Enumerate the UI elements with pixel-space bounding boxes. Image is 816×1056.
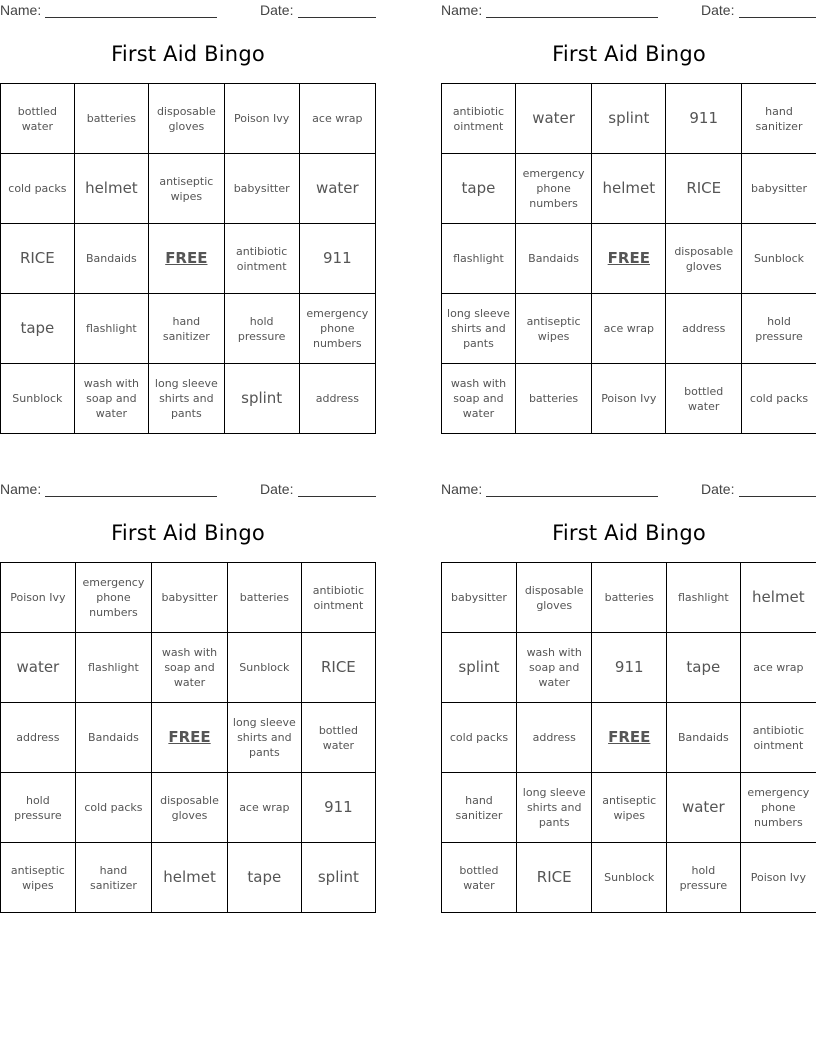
- bingo-cell[interactable]: batteries: [592, 563, 666, 633]
- bingo-cell[interactable]: ace wrap: [592, 294, 666, 364]
- bingo-cell[interactable]: emergency phone numbers: [740, 773, 816, 843]
- bingo-cell[interactable]: antibiotic ointment: [740, 703, 816, 773]
- bingo-cell[interactable]: antiseptic wipes: [149, 154, 225, 224]
- free-space-cell[interactable]: FREE: [152, 703, 228, 773]
- bingo-cell[interactable]: water: [1, 633, 76, 703]
- bingo-cell[interactable]: RICE: [1, 224, 75, 294]
- name-date-header: [441, 2, 816, 20]
- bingo-cell[interactable]: babysitter: [442, 563, 517, 633]
- bingo-cell[interactable]: antiseptic wipes: [1, 843, 76, 913]
- bingo-cell[interactable]: flashlight: [442, 224, 516, 294]
- bingo-cell[interactable]: Poison Ivy: [1, 563, 76, 633]
- bingo-row: [1, 154, 376, 224]
- date-blank-line[interactable]: [298, 17, 376, 18]
- bingo-cell[interactable]: hand sanitizer: [742, 84, 816, 154]
- bingo-row: [442, 84, 816, 154]
- bingo-row: [1, 843, 376, 913]
- bingo-cell[interactable]: emergency phone numbers: [299, 294, 375, 364]
- name-blank-line[interactable]: [45, 17, 217, 18]
- bingo-row: [442, 703, 816, 773]
- bingo-cell[interactable]: cold packs: [442, 703, 517, 773]
- bingo-row: [442, 364, 816, 434]
- bingo-row: [1, 633, 376, 703]
- name-blank-line[interactable]: [45, 496, 217, 497]
- date-label: Date:: [260, 2, 294, 18]
- bingo-row: [442, 633, 816, 703]
- bingo-cell[interactable]: Bandaids: [515, 224, 591, 294]
- bingo-row: [442, 563, 816, 633]
- bingo-cell[interactable]: batteries: [515, 364, 591, 434]
- bingo-row: [1, 364, 376, 434]
- bingo-cell[interactable]: emergency phone numbers: [515, 154, 591, 224]
- bingo-cell[interactable]: RICE: [666, 154, 742, 224]
- card-title: First Aid Bingo: [111, 521, 265, 545]
- bingo-grid: [0, 83, 376, 434]
- free-space-cell[interactable]: FREE: [149, 224, 225, 294]
- bingo-cell[interactable]: cold packs: [1, 154, 75, 224]
- bingo-cell[interactable]: disposable gloves: [149, 84, 225, 154]
- bingo-cell[interactable]: emergency phone numbers: [75, 563, 151, 633]
- bingo-row: [442, 154, 816, 224]
- bingo-cell[interactable]: hold pressure: [1, 773, 76, 843]
- bingo-cell[interactable]: hand sanitizer: [442, 773, 517, 843]
- bingo-row: [1, 294, 376, 364]
- name-date-header: [0, 481, 376, 499]
- bingo-row: [1, 563, 376, 633]
- bingo-cell[interactable]: address: [666, 294, 742, 364]
- bingo-cell[interactable]: babysitter: [224, 154, 299, 224]
- bingo-cell[interactable]: disposable gloves: [152, 773, 228, 843]
- bingo-cell[interactable]: Sunblock: [227, 633, 301, 703]
- bingo-cell[interactable]: Poison Ivy: [740, 843, 816, 913]
- bingo-cell[interactable]: ace wrap: [299, 84, 375, 154]
- bingo-row: [442, 773, 816, 843]
- bingo-cell[interactable]: splint: [224, 364, 299, 434]
- name-blank-line[interactable]: [486, 17, 658, 18]
- bingo-cell[interactable]: Sunblock: [1, 364, 75, 434]
- bingo-cell[interactable]: wash with soap and water: [74, 364, 148, 434]
- bingo-cell[interactable]: helmet: [74, 154, 148, 224]
- date-blank-line[interactable]: [739, 17, 816, 18]
- bingo-cell[interactable]: batteries: [74, 84, 148, 154]
- bingo-cell[interactable]: long sleeve shirts and pants: [442, 294, 516, 364]
- bingo-cell[interactable]: flashlight: [75, 633, 151, 703]
- bingo-cell[interactable]: 911: [301, 773, 375, 843]
- bingo-cell[interactable]: helmet: [740, 563, 816, 633]
- bingo-cell[interactable]: RICE: [301, 633, 375, 703]
- name-date-header: [0, 2, 376, 20]
- bingo-cell[interactable]: antiseptic wipes: [515, 294, 591, 364]
- date-label: Date:: [701, 2, 735, 18]
- bingo-grid: [441, 83, 816, 434]
- bingo-row: [442, 224, 816, 294]
- bingo-cell[interactable]: long sleeve shirts and pants: [227, 703, 301, 773]
- bingo-cell[interactable]: tape: [666, 633, 740, 703]
- bingo-cell[interactable]: hand sanitizer: [149, 294, 225, 364]
- bingo-row: [1, 773, 376, 843]
- bingo-cell[interactable]: long sleeve shirts and pants: [149, 364, 225, 434]
- free-space-cell[interactable]: FREE: [592, 703, 666, 773]
- bingo-cell[interactable]: wash with soap and water: [442, 364, 516, 434]
- bingo-cell[interactable]: tape: [1, 294, 75, 364]
- bingo-row: [1, 703, 376, 773]
- bingo-cell[interactable]: Bandaids: [74, 224, 148, 294]
- bingo-cell[interactable]: hold pressure: [666, 843, 740, 913]
- bingo-cell[interactable]: cold packs: [75, 773, 151, 843]
- bingo-cell[interactable]: cold packs: [742, 364, 816, 434]
- bingo-cell[interactable]: wash with soap and water: [152, 633, 228, 703]
- bingo-cell[interactable]: water: [515, 84, 591, 154]
- bingo-grid: [0, 562, 376, 913]
- bingo-cell[interactable]: Sunblock: [592, 843, 666, 913]
- bingo-cell[interactable]: long sleeve shirts and pants: [516, 773, 592, 843]
- free-space-cell[interactable]: FREE: [592, 224, 666, 294]
- bingo-cell[interactable]: Bandaids: [666, 703, 740, 773]
- bingo-grid: [441, 562, 816, 913]
- bingo-cell[interactable]: antiseptic wipes: [592, 773, 666, 843]
- bingo-cell[interactable]: RICE: [516, 843, 592, 913]
- name-label: Name:: [441, 481, 483, 497]
- bingo-cell[interactable]: helmet: [152, 843, 228, 913]
- bingo-cell[interactable]: hold pressure: [742, 294, 816, 364]
- bingo-cell[interactable]: disposable gloves: [516, 563, 592, 633]
- bingo-cell[interactable]: antibiotic ointment: [442, 84, 516, 154]
- date-label: Date:: [260, 481, 294, 497]
- bingo-cell[interactable]: Sunblock: [742, 224, 816, 294]
- bingo-cell[interactable]: disposable gloves: [666, 224, 742, 294]
- date-blank-line[interactable]: [298, 496, 376, 497]
- bingo-cell[interactable]: bottled water: [1, 84, 75, 154]
- bingo-cell[interactable]: antibiotic ointment: [224, 224, 299, 294]
- bingo-cell[interactable]: batteries: [227, 563, 301, 633]
- name-label: Name:: [441, 2, 483, 18]
- name-label: Name:: [0, 481, 42, 497]
- card-title: First Aid Bingo: [552, 42, 706, 66]
- bingo-cell[interactable]: wash with soap and water: [516, 633, 592, 703]
- bingo-cell[interactable]: Poison Ivy: [592, 364, 666, 434]
- bingo-cell[interactable]: babysitter: [152, 563, 228, 633]
- bingo-cell[interactable]: 911: [299, 224, 375, 294]
- bingo-cell[interactable]: ace wrap: [740, 633, 816, 703]
- bingo-cell[interactable]: Poison Ivy: [224, 84, 299, 154]
- bingo-cell[interactable]: tape: [442, 154, 516, 224]
- name-label: Name:: [0, 2, 42, 18]
- bingo-cell[interactable]: water: [666, 773, 740, 843]
- bingo-cell[interactable]: bottled water: [301, 703, 375, 773]
- bingo-cell[interactable]: babysitter: [742, 154, 816, 224]
- bingo-cell[interactable]: address: [1, 703, 76, 773]
- bingo-cell[interactable]: 911: [592, 633, 666, 703]
- bingo-cell[interactable]: antibiotic ointment: [301, 563, 375, 633]
- bingo-cell[interactable]: bottled water: [442, 843, 517, 913]
- name-date-header: [441, 481, 816, 499]
- bingo-row: [1, 224, 376, 294]
- name-blank-line[interactable]: [486, 496, 658, 497]
- card-title: First Aid Bingo: [111, 42, 265, 66]
- bingo-row: [442, 843, 816, 913]
- bingo-cell[interactable]: hand sanitizer: [75, 843, 151, 913]
- date-blank-line[interactable]: [739, 496, 816, 497]
- bingo-cell[interactable]: flashlight: [666, 563, 740, 633]
- card-title: First Aid Bingo: [552, 521, 706, 545]
- bingo-cell[interactable]: bottled water: [666, 364, 742, 434]
- bingo-cell[interactable]: splint: [592, 84, 666, 154]
- bingo-cell[interactable]: tape: [227, 843, 301, 913]
- bingo-row: [442, 294, 816, 364]
- bingo-cell[interactable]: splint: [301, 843, 375, 913]
- bingo-cell[interactable]: splint: [442, 633, 517, 703]
- bingo-cell[interactable]: flashlight: [74, 294, 148, 364]
- date-label: Date:: [701, 481, 735, 497]
- bingo-cell[interactable]: hold pressure: [224, 294, 299, 364]
- bingo-cell[interactable]: ace wrap: [227, 773, 301, 843]
- bingo-cell[interactable]: helmet: [592, 154, 666, 224]
- bingo-cell[interactable]: address: [516, 703, 592, 773]
- bingo-cell[interactable]: water: [299, 154, 375, 224]
- bingo-cell[interactable]: address: [299, 364, 375, 434]
- bingo-cell[interactable]: Bandaids: [75, 703, 151, 773]
- bingo-row: [1, 84, 376, 154]
- bingo-cell[interactable]: 911: [666, 84, 742, 154]
